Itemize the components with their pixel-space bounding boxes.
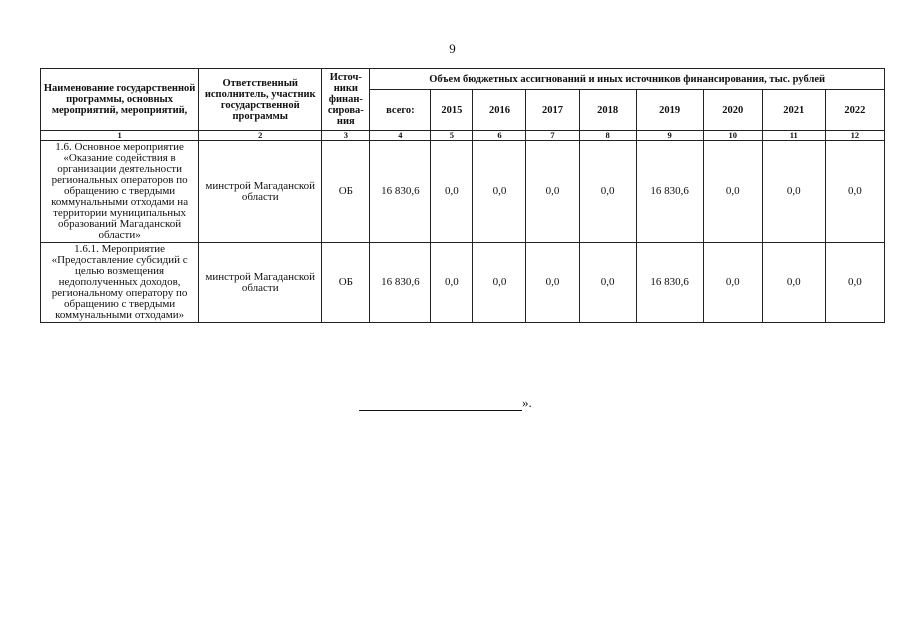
- row-value: 0,0: [762, 141, 825, 243]
- row-value: 0,0: [526, 141, 579, 243]
- table-row: [41, 141, 885, 243]
- header-year: 2021: [762, 90, 825, 131]
- header-total: всего:: [370, 90, 431, 131]
- row-total: 16 830,6: [370, 141, 431, 243]
- closing-line: [359, 395, 532, 411]
- table-row: [41, 243, 885, 323]
- row-value: 16 830,6: [636, 243, 703, 323]
- row-executor: минстрой Магаданской области: [199, 243, 322, 323]
- column-number: 9: [636, 131, 703, 141]
- header-year: 2020: [703, 90, 762, 131]
- header-executor: Ответственный исполнитель, участник государственной программы: [199, 69, 322, 131]
- row-value: 0,0: [825, 141, 884, 243]
- row-value: 0,0: [473, 141, 526, 243]
- column-number: 2: [199, 131, 322, 141]
- row-name: 1.6.1. Мероприятие «Предоставление субсидий с целью возмещения недополученных доходов, региональному оператору по обращению с твердыми коммунальными отходами»: [41, 243, 199, 323]
- column-number-row: [41, 131, 885, 141]
- row-value: 0,0: [762, 243, 825, 323]
- row-source: ОБ: [322, 243, 370, 323]
- header-year: 2015: [431, 90, 473, 131]
- row-name: 1.6. Основное мероприятие «Оказание содействия в организации деятельности региональных операторов по обращению с твердыми коммунальными отходами на территории муниципальных образований Магаданской области»: [41, 141, 199, 243]
- row-value: 0,0: [703, 243, 762, 323]
- row-value: 0,0: [526, 243, 579, 323]
- header-year: 2018: [579, 90, 636, 131]
- header-year: 2019: [636, 90, 703, 131]
- column-number: 5: [431, 131, 473, 141]
- row-value: 0,0: [825, 243, 884, 323]
- row-executor: минстрой Магаданской области: [199, 141, 322, 243]
- closing-quote: ».: [522, 395, 532, 410]
- column-number: 11: [762, 131, 825, 141]
- page-number: 9: [449, 41, 456, 56]
- row-source: ОБ: [322, 141, 370, 243]
- row-value: 0,0: [431, 243, 473, 323]
- row-value: 16 830,6: [636, 141, 703, 243]
- column-number: 1: [41, 131, 199, 141]
- row-value: 0,0: [703, 141, 762, 243]
- header-year: 2016: [473, 90, 526, 131]
- column-number: 6: [473, 131, 526, 141]
- column-number: 12: [825, 131, 884, 141]
- column-number: 7: [526, 131, 579, 141]
- row-value: 0,0: [579, 243, 636, 323]
- column-number: 8: [579, 131, 636, 141]
- column-number: 3: [322, 131, 370, 141]
- column-number: 4: [370, 131, 431, 141]
- closing-underline: [359, 398, 522, 411]
- header-source: Источ-ники финан-сирова-ния: [322, 69, 370, 131]
- row-value: 0,0: [431, 141, 473, 243]
- header-year: 2017: [526, 90, 579, 131]
- budget-table: [40, 68, 885, 323]
- row-total: 16 830,6: [370, 243, 431, 323]
- column-number: 10: [703, 131, 762, 141]
- header-year: 2022: [825, 90, 884, 131]
- header-funding: Объем бюджетных ассигнований и иных источников финансирования, тыс. рублей: [370, 69, 885, 90]
- row-value: 0,0: [579, 141, 636, 243]
- row-value: 0,0: [473, 243, 526, 323]
- header-name: Наименование государственной программы, основных мероприятий, мероприятий,: [41, 69, 199, 131]
